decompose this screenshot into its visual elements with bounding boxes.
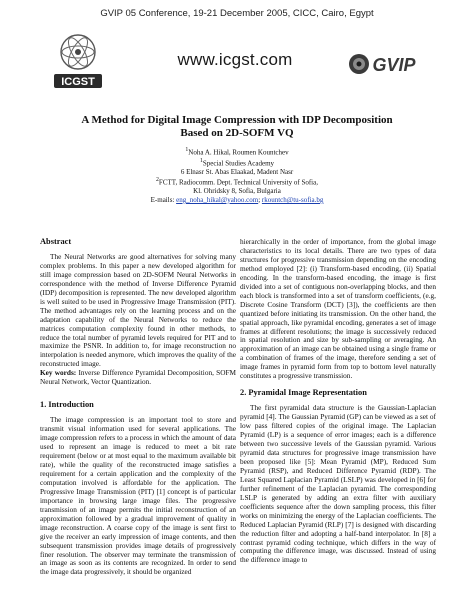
paper-title-line1: A Method for Digital Image Compression with IDP Decomposition: [81, 114, 393, 126]
icgst-logo-text: ICGST: [61, 76, 95, 88]
running-header: GVIP 05 Conference, 19-21 December 2005, CICC, Cairo, Egypt: [100, 8, 374, 19]
abstract-body: The Neural Networks are good alternatives for solving many complex problems. In this paper a new developed algorithm for still image compression based on 2D-SOFM Neural Networks in correspondence with the method of Inverse Difference Pyramid (IDP) decomposition is represented. The new developed algorithm is well suited to be used in Progressive Image Transmission (PIT). The method advantages rely on the learning process and on the adaptation capability of the Neural Networks to reduce the matrices computation complexity found in other methods, to reduce the total number of pyramid levels required for PIT and to maximize the PSNR. In addition to, for image reconstruction no interpolation is needed anymore, which improves the quality of the reconstructed image.: [40, 251, 236, 369]
right-column: [240, 238, 436, 565]
gvip-logo-text: GVIP: [372, 55, 416, 75]
intro-heading: 1. Introduction: [40, 400, 94, 410]
abstract-heading: Abstract: [40, 237, 72, 246]
author-names: $^1$Noha A. Hikal, Roumen Kountchev: [185, 147, 289, 157]
intro-continued: hierarchically in the order of importance, from the global image characteristics to its local details. There are two types of data structures for progressive transmission depending on the encoding method employed [2]: (i) Transform-based encoding, (ii) Spatial encoding. In the transform-based encoding, the image is first divided into a set of contiguous non-overlapping blocks, and then each block is transformed into a set of transform coefficients, (e.g, Discrete Cosine Transform (DCT) [3]), the coefficients are then quantized before initiating its transmission. On the other hand, the spatial approach, like pyramidal encoding, generates a set of image frames at different resolutions; the image is successively reduced in spatial resolution and size by sub-sampling or averaging. An approximation of an image can be obtained using a single frame or a combination of frames of the image, therefore sending a set of image frames in pyramid form from top to bottom level naturally constitutes a progressive transmission.: [240, 237, 436, 381]
keywords: Key words: Inverse Difference Pyramidal Decomposition, SOFM Neural Network, Vector Quantization.: [40, 368, 237, 387]
affiliation-2-address: Kl. Ohridsky 8, Sofia, Bulgaria: [193, 187, 281, 196]
email-link-2[interactable]: rkountch@tu-sofia.bg: [261, 195, 324, 204]
section-2-heading: 2. Pyramidal Image Representation: [240, 388, 367, 398]
author-block: [60, 146, 414, 205]
section-2-body: The first pyramidal data structure is the Gaussian-Laplacian pyramid [4]. The Gaussian Pyramid (GP) can be viewed as a set of low pass filtered copies of the original image. The Laplacian Pyramid (LP) is a sequence of error images; each is a difference between two successive levels of the Gaussian pyramid. Various pyramid data structures for progressive image transmission have been proposed like [5]: Mean Pyramid (MP), Reduced Sum Pyramid (RSP), and Reduced Difference Pyramid (RDP). The Least Squared Laplacian Pyramid (LSLP) was developed in [6] for further refinement of the Laplacian pyramid. The corresponding LSLP is generated by adding an extra filter with auxiliary coefficients sequence after the down sampling process, this filter works on minimizing the energy of the Laplacian coefficients. The Reduced Laplacian Pyramid (RLP) [7] is designed with discarding the reduction filter and adopting a half-band interpolator. In [8] a contrast pyramid coding technique, which differs in the way of computing the difference image, was discussed. Instead of using the difference image to: [240, 403, 436, 565]
affiliation-1: $^1$Special Studies Academy: [199, 157, 275, 168]
email-line: E-mails: eng_noha_hikal@yahoo.com; rkountch@tu-sofia.bg: [150, 195, 324, 204]
email-link-1[interactable]: eng_noha_hikal@yahoo.com: [176, 195, 259, 204]
gvip-logo-icon: [348, 50, 424, 78]
affiliation-1-address: 6 Elnasr St. Abas Elaakad, Madent Nasr: [180, 167, 294, 176]
banner: [0, 30, 474, 92]
paper-title-line2: Based on 2D-SOFM VQ: [180, 127, 294, 139]
left-column: [40, 238, 236, 577]
affiliation-2: $^2$FCTT, Radiocomm. Dept. Technical University of Sofia,: [156, 177, 318, 187]
intro-body: The image compression is an important tool to store and transmit visual information used for several applications. The image compression refers to a process in which the amount of data used to represent an image is reduced to meet a bit rate requirement (below or at most equal to the maximum available bit rate), while the quality of the reconstructed image satisfies a requirement for a certain application and the complexity of the computation involved is affordable for the application. The Progressive Image Transmission (PIT) [1] concept is of particular importance in browsing large image files. The progressive transmission of an image permits the initial reconstruction of an approximation followed by a gradual improvement of quality in image reconstruction. A coarse copy of the image is sent first to give the receiver an early impression of image contents, and then subsequent transmission provides image details of progressively finer resolution. The observer may terminate the transmission of an image as soon as its contents are recognized. In order to send the image data progressively, it should be organized: [40, 415, 236, 577]
icgst-logo-icon: [48, 30, 108, 92]
site-url[interactable]: www.icgst.com: [177, 50, 293, 69]
paper-title: [40, 114, 434, 140]
